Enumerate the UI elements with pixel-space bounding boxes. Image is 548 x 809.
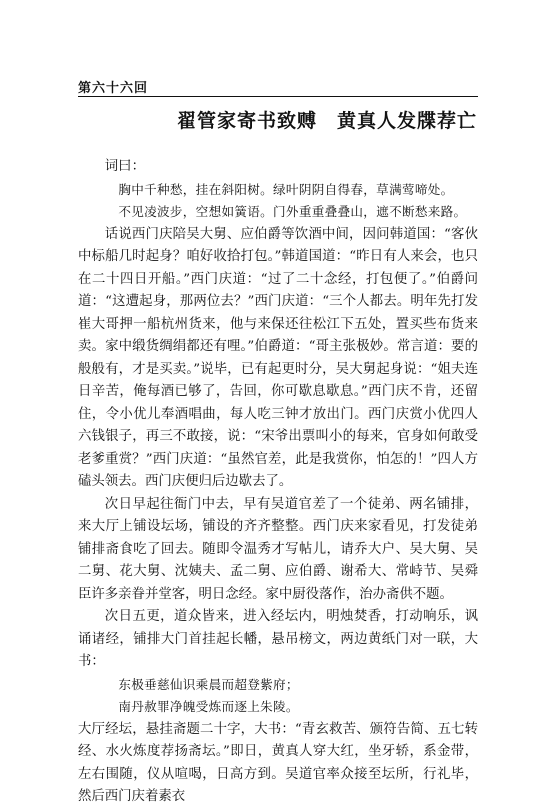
header-rule	[78, 96, 478, 97]
verse-line: 胸中千种愁，挂在斜阳树。绿叶阴阴自得春，草满莺啼处。	[118, 181, 454, 197]
ci-label: 词曰：	[104, 159, 145, 174]
verse-line: 不见凌波步，空想如簧语。门外重重叠叠山，遮不断愁来路。	[118, 204, 467, 219]
chapter-title-part1: 翟管家寄书致赙	[176, 110, 317, 132]
body-paragraph: 大厅经坛，悬挂斋题二十字，大书：“青玄救苦、颁符告简、五七转经、水火炼度荐扬斋坛。”即日，黄真人穿大红，坐牙轿，系金带，左右围随，仪从喧喝，日高方到。吴道官率众接至坛所，行礼毕，然后西门庆着素衣	[78, 721, 478, 804]
chapter-label: 第六十六回	[78, 81, 149, 96]
body-paragraph: 次日早起往衙门中去，早有吴道官差了一个徒弟、两名铺排，来大厅上铺设坛场，铺设的齐齐整整。西门庆来家看见，打发徒弟铺排斋食吃了回去。随即令温秀才写帖儿，请乔大户、吴大舅、吴二舅、花大舅、沈姨夫、孟二舅、应伯爵、谢希大、常峙节、吴舜臣许多亲眷并堂客，明日念经。家中厨役落作，治办斋供不题。	[78, 496, 478, 602]
body-paragraph: 次日五更，道众皆来，进入经坛内，明烛焚香，打动响乐，讽诵诸经，铺排大门首挂起长幡，悬吊榜文，两边黄纸门对一联，大书：	[78, 609, 478, 669]
couplet-line: 东极垂慈仙识乘晨而超登紫府；	[118, 676, 299, 692]
chapter-title	[177, 106, 477, 133]
couplet-line: 南丹赦罪净魄受炼而逐上朱陵。	[118, 699, 299, 714]
page-body	[78, 156, 478, 809]
chapter-title-part2: 黄真人发牒荐亡	[336, 110, 477, 132]
body-paragraph: 话说西门庆陪吴大舅、应伯爵等饮酒中间，因问韩道国：“客伙中标船几时起身？咱好收拾打包。”韩道国道：“昨日有人来会，也只在二十四日开船。”西门庆道：“过了二十念经，打包便了。”伯爵问道：“这遭起身，那两位去？”西门庆道：“三个人都去。明年先打发崔大哥押一船杭州货来，他与来保还往松江下五处，置买些布货来卖。家中缎货绸绢都还有哩。”伯爵道：“哥主张极妙。常言道：要的般般有，才是买卖。”说毕，已有起更时分，吴大舅起身说：“姐夫连日辛苦，俺每酒已够了，告回，你可歇息歇息。”西门庆不肯，还留住，令小优儿奉酒唱曲，每人吃三钟才放出门。西门庆赏小优四人六钱银子，再三不敢接，说：“宋爷出票叫小的每来，官身如何敢受老爹重赏？”西门庆道：“虽然官差，此是我赏你，怕怎的！”四人方磕头领去。西门庆便归后边歇去了。	[78, 226, 478, 489]
